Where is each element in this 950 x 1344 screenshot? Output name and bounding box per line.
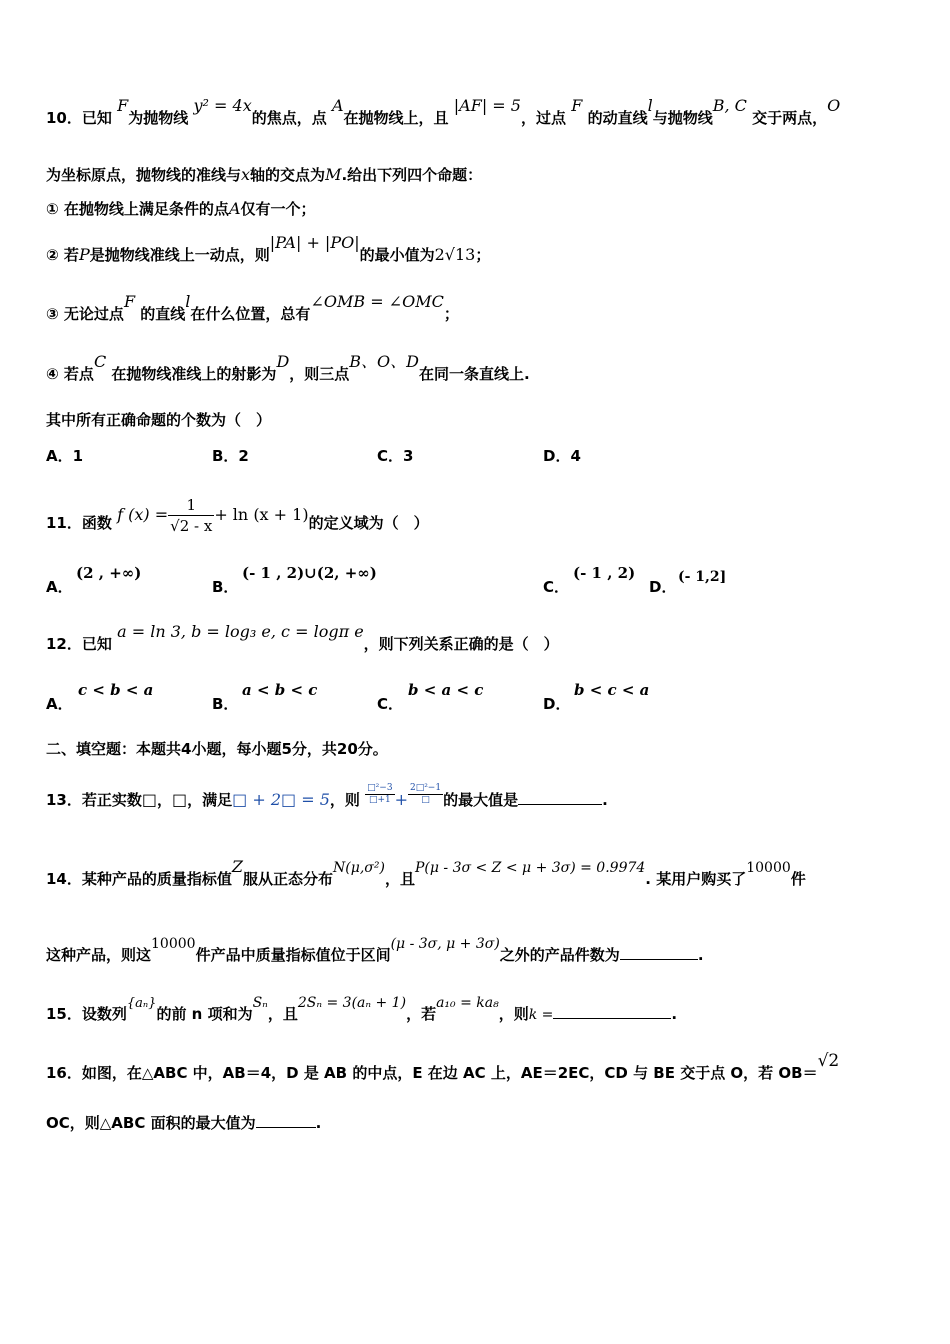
q10-line2 [46,165,910,185]
q14-number: 14． [46,870,82,888]
math-l: l [647,96,653,115]
frac-den: □+1 [368,795,391,805]
math-fraction [408,783,443,806]
text: 的前 n 项和为 [156,1005,253,1023]
text: 在什么位置，总有 [190,305,311,323]
math-A: A [331,96,344,115]
text: 的动直线 [587,109,648,127]
q12-number: 12． [46,635,82,653]
frac-den: √2 - x [170,517,213,535]
text: 某种产品的质量指标值 [81,870,232,888]
math-condition: □ + 2□ = 5 [232,790,330,809]
math-af: |AF| = 5 [453,96,521,115]
frac-den: □ [421,795,430,805]
q10-ask [46,410,910,430]
q10-line1 [46,96,910,128]
math-value: 2√13 [434,245,476,264]
q14-line2 [46,936,910,966]
text: ，则下列关系正确的是（ ） [363,635,559,653]
q16-line2 [46,1113,910,1133]
math-bc: B, C [712,96,747,115]
q12-option-c[interactable]: b < a < c [408,681,484,699]
q14-line1 [46,857,910,890]
placeholder-glyph: □ [172,790,188,809]
math-O: O [827,96,841,115]
text: ② 若 [46,246,79,264]
text: 这种产品，则这 [46,946,152,964]
q15-stem [46,995,910,1026]
math-Sn: Sₙ [252,995,268,1011]
q12-option-a[interactable]: c < b < a [78,681,154,699]
text: 与抛物线 [652,109,713,127]
q10-option-a[interactable]: A．1 [46,447,84,465]
math-points: B、O、D [349,352,419,371]
q12-option-b-label[interactable]: B． [212,695,239,713]
placeholder-glyph: □ [141,790,158,809]
text: ③ 无论过点 [46,305,124,323]
q11-option-c-label[interactable]: C． [543,578,570,596]
q11-stem [46,496,910,544]
answer-blank[interactable] [620,945,698,960]
math-expr: |PA| + |PO| [269,233,360,252]
math-M: M [325,165,342,184]
math-Z: Z [231,857,244,876]
text: 之外的产品件数为 [499,946,620,964]
math-count: 10000 [151,936,196,952]
text: ，若 [406,1005,437,1023]
math-interval: (μ - 3σ, μ + 3σ) [390,936,500,952]
text: 若正实数 [81,791,142,809]
q11-option-b[interactable]: (- 1 , 2)∪(2, +∞) [242,564,377,582]
text: ④ 若点 [46,365,94,383]
text: 服从正态分布 [243,870,334,888]
q16-number: 16． [46,1064,82,1082]
text: 为抛物线 [128,109,189,127]
q10-number: 10． [46,109,82,127]
math-fraction [168,495,214,536]
q16-line1 [46,1051,910,1083]
text: 为坐标原点，抛物线的准线与 [46,166,242,184]
q10-prop4 [46,352,910,384]
math-F: F [571,96,583,115]
q11-number: 11． [46,514,82,532]
text: 已知 [81,109,112,127]
text: 件产品中质量指标值位于区间 [195,946,391,964]
q12-stem [46,622,910,654]
text: . [315,1114,322,1132]
text: 的最小值为 [359,246,435,264]
text: 仅有一个； [240,200,316,218]
text: . 某用户购买了 [645,870,747,888]
q11-option-a[interactable]: (2 , +∞) [76,564,142,582]
text: 在抛物线准线上的射影为 [111,365,277,383]
text: 件 [790,870,806,888]
math-A: A [228,199,241,218]
math-condition: a = ln 3, b = log₃ e, c = logπ e [117,622,364,641]
math-fraction [365,783,394,806]
text: ，则 [329,791,360,809]
text: 设数列 [81,1005,127,1023]
text: 已知 [81,635,112,653]
text: ，且 [267,1005,298,1023]
math-D: D [276,352,290,371]
text: 是抛物线准线上一动点，则 [89,246,270,264]
text: ，过点 [520,109,566,127]
text: .给出下列四个命题： [341,166,483,184]
math-probability: P(μ - 3σ < Z < μ + 3σ) = 0.9974 [414,860,646,876]
q10-prop3 [46,292,910,324]
q10-prop2 [46,233,910,265]
text: 的焦点，点 [251,109,327,127]
frac-num: 1 [168,495,214,516]
text: 如图，在△ABC 中，AB＝4，D 是 AB 的中点，E 在边 AC 上，AE＝2EC，CD 与 BE 交于点 O，若 OB＝ [81,1064,818,1082]
answer-blank[interactable] [553,1004,671,1019]
math-F: F [123,292,136,311]
frac-num: □²−3 [367,783,393,793]
text: ，且 [384,870,415,888]
text: ，则三点 [289,365,350,383]
q11-option-a-label[interactable]: A． [46,578,73,596]
math-parabola: y² = 4x [193,96,252,115]
text: 在同一条直线上. [419,365,530,383]
text: ； [443,305,459,323]
q11-option-d-label[interactable]: D． [649,578,677,596]
math-angle: ∠OMB = ∠OMC [310,292,444,311]
math-C: C [93,352,107,371]
text: ，则 [498,1005,529,1023]
math-P: P [78,245,90,264]
text: 的直线 [140,305,186,323]
text: 的定义域为（ ） [308,514,429,532]
text: 二、填空题：本题共4小题，每小题5分，共20分。 [46,740,388,758]
math-rhs: + ln (x + 1) [214,505,309,524]
q12-option-b[interactable]: a < b < c [242,681,318,699]
answer-blank[interactable] [256,1113,316,1128]
text: 交于两点， [752,109,828,127]
q10-option-d[interactable]: D．4 [543,447,581,465]
text: . [602,791,608,809]
math-l: l [185,292,191,311]
text: 其中所有正确命题的个数为（ ） [46,411,272,429]
q13-stem [46,783,910,812]
text: ，满足 [187,791,233,809]
text: 的最大值是 [443,791,519,809]
math-equation: a₁₀ = ka₈ [436,995,499,1011]
q11-option-b-label[interactable]: B． [212,578,239,596]
math-distribution: N(μ,σ²) [333,860,385,876]
q12-option-c-label[interactable]: C． [377,695,404,713]
math-lhs: f (x) = [117,505,169,524]
math-sqrt: √2 [817,1051,840,1071]
q10-option-c[interactable]: C．3 [377,447,414,465]
q11-option-d[interactable]: (- 1,2] [678,569,727,585]
q10-option-b[interactable]: B．2 [212,447,249,465]
section2-heading [46,739,910,759]
text: . [671,1005,678,1023]
q11-option-c[interactable]: (- 1 , 2) [573,564,636,582]
text: 函数 [81,514,112,532]
math-x: x [241,165,251,184]
frac-num: 2□²−1 [409,783,442,793]
q12-option-a-label[interactable]: A． [46,695,73,713]
text: ① 在抛物线上满足条件的点 [46,200,229,218]
math-sequence: {aₙ} [126,996,157,1011]
math-equation: 2Sₙ = 3(aₙ + 1) [297,995,407,1011]
math-F: F [117,96,129,115]
q12-option-d[interactable]: b < c < a [574,681,650,699]
text: OC，则△ABC 面积的最大值为 [46,1114,256,1132]
q15-number: 15． [46,1005,82,1023]
q10-prop1 [46,199,910,219]
math-k: k = [528,1007,554,1023]
answer-blank[interactable] [518,790,602,805]
text: . [697,946,704,964]
text: 在抛物线上，且 [343,109,449,127]
math-count: 10000 [746,860,791,876]
text: ； [475,246,491,264]
q12-option-d-label[interactable]: D． [543,695,571,713]
q13-number: 13． [46,791,82,809]
math-plus: + [394,790,408,809]
text: 轴的交点为 [250,166,326,184]
text: ， [157,791,173,809]
